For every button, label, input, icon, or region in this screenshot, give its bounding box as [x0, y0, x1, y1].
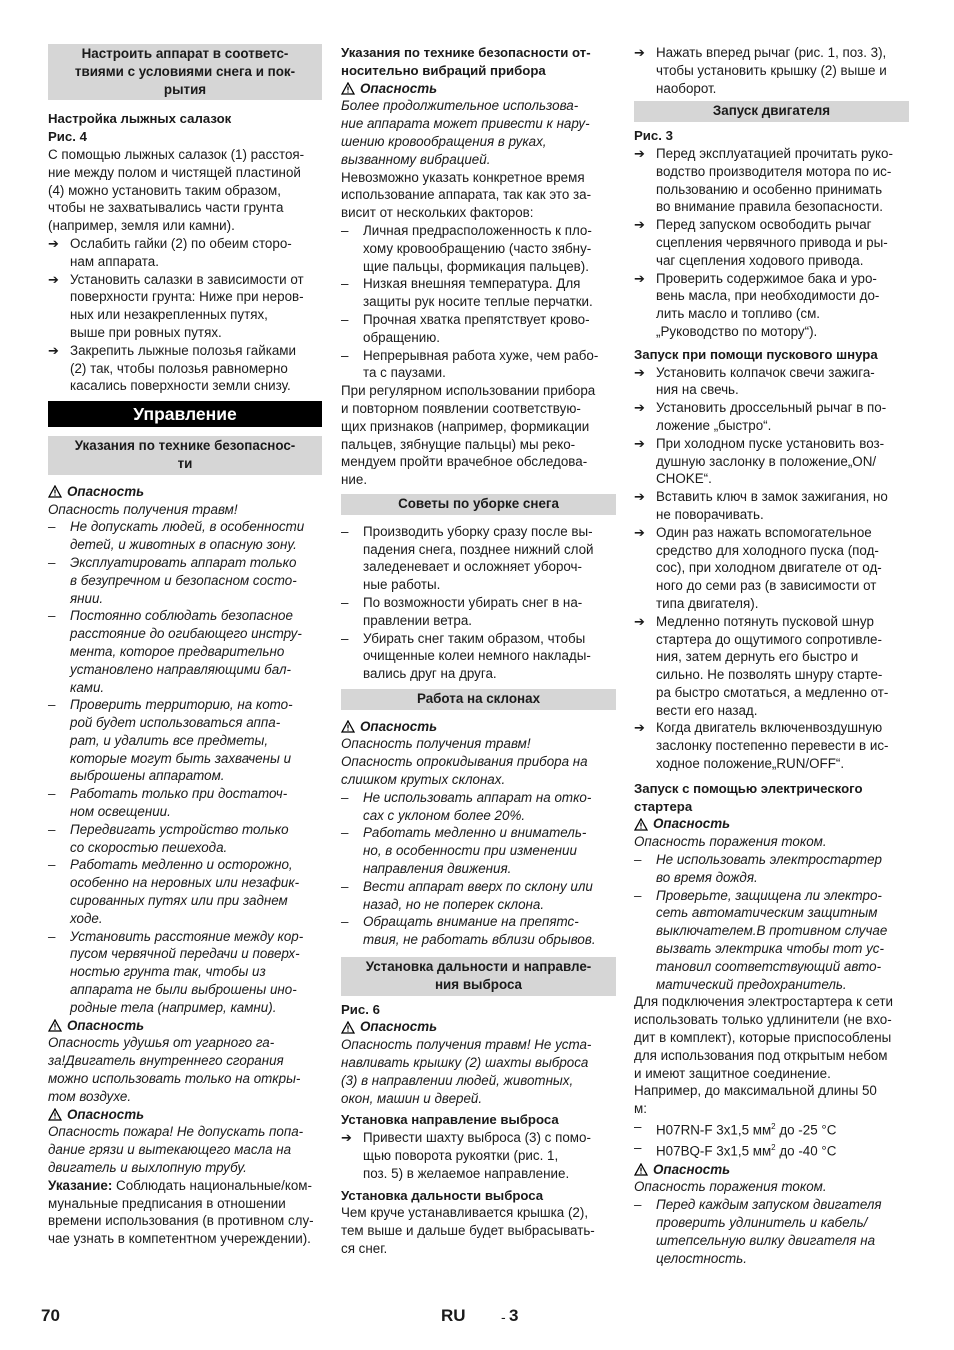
danger-text: Опасность удушья от угарного га- за!Двигатель внутреннего сгорания можно использовать только на откры- том воздухе. [48, 1035, 301, 1104]
paragraph: Для подключения электростартера к сети использовать только удлинители (не вхо- дит в комплект), которые приспособлены для использования под открытым небом и имеют защитное соединение. Например, до максимальной длины 50 м: [634, 994, 893, 1117]
step-item: ➔ Перед запуском освободить рычаг сцепления червячного привода и ры- чаг сцепления ходового привода. [634, 217, 888, 268]
list-item: – Не использовать аппарат на отко- сах с уклоном более 20%. [341, 789, 592, 823]
page-number: 70 [41, 1306, 60, 1325]
list-item: – Не использовать электростартер во время дождя. [634, 852, 882, 885]
section-number: 3 [509, 1306, 519, 1325]
danger-text: Более продолжительное использова- ние аппарата может привести к нару- шению кровообращения в руках, вызванному вибрацией. [341, 98, 590, 167]
step-item: ➔ Ослабить гайки (2) по обеим сторо- нам аппарата. [48, 235, 292, 269]
step-item: ➔ Нажать вперед рычаг (рис. 1, поз. 3), чтобы установить крышку (2) выше и наоборот. [634, 45, 887, 96]
danger-label: Опасность [341, 1018, 616, 1036]
section-header-adjust: Настроить аппарат в соответс- твиями с условиями снега и пок- рытия [48, 44, 322, 100]
list-item: – Работать только при достаточ- ном освещении. [48, 786, 288, 820]
warning-icon [341, 1021, 355, 1034]
paragraph: Невозможно указать конкретное время использование аппарата, так как это за- висит от нескольких факторов: [341, 169, 592, 221]
figure-ref: Рис. 4 [48, 129, 87, 145]
paragraph-skids: С помощью лыжных салазок (1) расстоя- ние между полом и чистящей пластиной (4) можно установить таким образом, чтобы не захватывались части грунта (например, земля или камни). [48, 146, 305, 234]
step-item: ➔ Один раз нажать вспомогательное средство для холодного пуска (под- сос), при холодном двигателе от од- ного до семи раз (в зависимости от типа двигателя). [634, 524, 882, 611]
arrow-icon: ➔ [634, 400, 645, 416]
step-item: ➔ Установить колпачок свечи зажига- ния на свечь. [634, 364, 875, 398]
warning-icon [48, 485, 62, 498]
arrow-icon: ➔ [634, 524, 645, 540]
danger-label: Опасность [48, 483, 322, 501]
column-right [634, 44, 909, 1267]
list-item: – Не допускать людей, в особенности детей, и животных в опасную зону. [48, 519, 305, 553]
danger-text: Опасность пожара! Не допускать попа- дание грязи и вытекающего масла на двигатель и выхлопную трубу. [48, 1124, 304, 1176]
paragraph: Чем круче устанавливается крышка (2), тем выше и дальше будет выбрасывать- ся снег. [341, 1205, 595, 1256]
figure-ref: Рис. 3 [634, 128, 673, 144]
danger-label: Опасность [48, 1106, 322, 1124]
section-header-engine-start: Запуск двигателя [634, 101, 909, 122]
list-item: – Работать медленно и вниматель- но, в особенности при изменении направления движения. [341, 825, 587, 877]
step-item: ➔ При холодном пуске установить воз- душную заслонку в положение„ON/ CHOKE“. [634, 435, 885, 487]
danger-text: Опасность поражения током. [634, 1179, 827, 1195]
column-left [48, 44, 322, 1248]
list-item: – Эксплуатировать аппарат только в безупречном и безопасном состо- янии. [48, 554, 297, 606]
figure-ref: Рис. 6 [341, 1001, 380, 1017]
danger-text: Опасность получения травм! [48, 501, 238, 517]
list-item: – Передвигать устройство только со скоростью пешехода. [48, 821, 289, 855]
footer-separator: - [501, 1309, 506, 1325]
list-item: – Работать медленно и осторожно, особенно на неровных или незафик- сированных путях или при заднем ходе. [48, 857, 300, 926]
warning-icon [341, 82, 355, 95]
arrow-icon: ➔ [634, 613, 645, 629]
step-item: ➔ Установить салазки в зависимости от поверхности грунта: Ниже при неров- ных или незакрепленных путях, выше при ровных путях. [48, 271, 304, 340]
arrow-icon: ➔ [634, 364, 645, 380]
step-item: ➔ Установить дроссельный рычаг в по- ложение „быстро“. [634, 400, 887, 433]
list-item: – Вести аппарат вверх по склону или назад, но не поперек склона. [341, 878, 593, 912]
warning-icon [634, 1163, 648, 1176]
danger-label: Опасность [48, 1017, 322, 1035]
arrow-icon: ➔ [341, 1130, 352, 1146]
list-item: – Проверить территорию, на кото- рой будет использоваться аппа- рат, и удалить все предметы, которые могут быть захвачены и выброшены аппаратом. [48, 697, 293, 784]
arrow-icon: ➔ [634, 145, 645, 161]
step-item: ➔ Вставить ключ в замок зажигания, но не поворачивать. [634, 489, 888, 522]
arrow-icon: ➔ [634, 45, 645, 60]
list-item: – H07RN-F 3x1,5 $мм^2$ до -25 °C [634, 1119, 837, 1138]
heading-cord-start: Запуск при помощи пускового шнура [634, 346, 878, 362]
list-item: – Низкая внешняя температура. Для защиты рук носите теплые перчатки. [341, 276, 593, 310]
arrow-icon: ➔ [634, 435, 645, 451]
heading-distance: Установка дальности выброса [341, 1187, 544, 1203]
warning-icon [48, 1019, 62, 1032]
list-item: – Перед каждым запуском двигателя проверить удлинитель и кабель/ штепсельную вилку двигателя на целостность. [634, 1197, 882, 1266]
section-header-slopes: Работа на склонах [341, 689, 616, 710]
chapter-title: Управление [48, 401, 322, 427]
note-text: Соблюдать национальные/ком- мунальные предписания в отношении времени использования (в противном слу- чае узнать в компетентном учереждении). [48, 1177, 314, 1247]
arrow-icon: ➔ [634, 270, 645, 286]
heading-vibration: Указания по технике безопасности от- носительно вибраций прибора [341, 45, 591, 78]
warning-icon [48, 1108, 62, 1121]
arrow-icon: ➔ [48, 235, 59, 251]
heading-direction: Установка направление выброса [341, 1112, 559, 1128]
list-item: – Производить уборку сразу после вы- падения снега, позднее нижний слой заледеневает и осложняет убороч- ные работы. [341, 523, 594, 593]
heading-skids: Настройка лыжных салазок [48, 111, 232, 127]
step-item: ➔ Медленно потянуть пусковой шнур стартера до ощутимого сопротивле- ния, затем дернуть его быстро и сильно. Не позволять шнуру старте- ра быстро смотаться, а медленно от- вести его назад. [634, 613, 889, 718]
heading-electric-start: Запуск с помощью электрического стартера [634, 780, 863, 814]
warning-icon [634, 818, 648, 831]
step-item: ➔ Проверить содержимое бака и уро- вень масла, при необходимости до- лить масло и топливо (см. „Руководство по мотору“). [634, 270, 880, 339]
danger-label: Опасность [634, 1161, 909, 1179]
warning-icon [341, 720, 355, 733]
step-item: ➔ Привести шахту выброса (3) с помо- щью поворота рукоятки (рис. 1, поз. 5) в желаемое направление. [341, 1130, 591, 1181]
column-middle [341, 44, 616, 1258]
step-item: ➔ Закрепить лыжные полозья гайками (2) так, чтобы полозья равномерно касались поверхности земли снизу. [48, 342, 296, 394]
list-item: – Установить расстояние между кор- пусом червячной передачи и поверх- ностью грунта так, чтобы из аппарата не были выброшены ино- родные тела (например, камни). [48, 928, 304, 1015]
note-paragraph [48, 1177, 322, 1248]
arrow-icon: ➔ [48, 342, 59, 358]
arrow-icon: ➔ [634, 489, 645, 505]
arrow-icon: ➔ [634, 720, 645, 736]
step-item: ➔ Когда двигатель включенвоздушную заслонку постепенно перевести в ис- ходное положение„RUN/OFF“. [634, 720, 889, 772]
list-item: – Прочная хватка препятствует крово- обращению. [341, 311, 590, 345]
list-item: – Постоянно соблюдать безопасное расстояние до огибающего инстру- мента, которое предварительно установлено направляющими бал- ками. [48, 608, 302, 695]
list-item: – Проверьте, защищена ли электро- сеть автоматическим защитным выключателем.В противном случае вызвать электрика чтобы тот ус- тановил соответствующий авто- матический предохранитель. [634, 887, 888, 992]
section-header-safety: Указания по технике безопаснос- ти [48, 436, 322, 475]
list-item: – Обращать внимание на препятс- твия, не работать вблизи обрывов. [341, 914, 596, 948]
danger-text: Опасность получения травм! Опасность опрокидывания прибора на слишком крутых склонах. [341, 736, 588, 788]
list-item: – Непрерывная работа хуже, чем рабо- та с паузами. [341, 347, 599, 381]
section-header-tips: Советы по уборке снега [341, 494, 616, 515]
arrow-icon: ➔ [634, 217, 645, 233]
step-item: ➔ Перед эксплуатацией прочитать руко- водство производителя мотора по ис- пользованию и особенно принимать во внимание правила безопасности. [634, 145, 893, 215]
danger-text: Опасность поражения током. [634, 834, 827, 850]
list-item: – Личная предрасположенность к пло- хому кровообращению (часто зябну- щие пальцы, формикация пальцев). [341, 222, 592, 274]
danger-text: Опасность получения травм! Не уста- навливать крышку (2) шахты выброса (3) в направлении людей, животных, окон, машин и дверей. [341, 1037, 592, 1106]
language-code: RU [441, 1306, 466, 1325]
danger-label: Опасность [341, 80, 616, 98]
paragraph: При регулярном использовании прибора и повторном появлении соответствую- щих признаков (например, формикации пальцев, зябнущие пальцы) мы реко- мендуем пройти врачебное обследова- ние. [341, 383, 596, 488]
list-item: – H07BQ-F 3x1,5 $мм^2$ до -40 °C [634, 1140, 837, 1159]
danger-label: Опасность [341, 718, 616, 736]
arrow-icon: ➔ [48, 271, 59, 287]
note-label: Указание: [48, 1177, 113, 1193]
list-item: – По возможности убирать снег в на- правлении ветра. [341, 594, 583, 628]
section-header-throw: Установка дальности и направле- ния выброса [341, 957, 616, 996]
list-item: – Убирать снег таким образом, чтобы очищенные колеи немного наклады- вались друг на друга. [341, 630, 591, 682]
danger-label: Опасность [634, 815, 909, 833]
